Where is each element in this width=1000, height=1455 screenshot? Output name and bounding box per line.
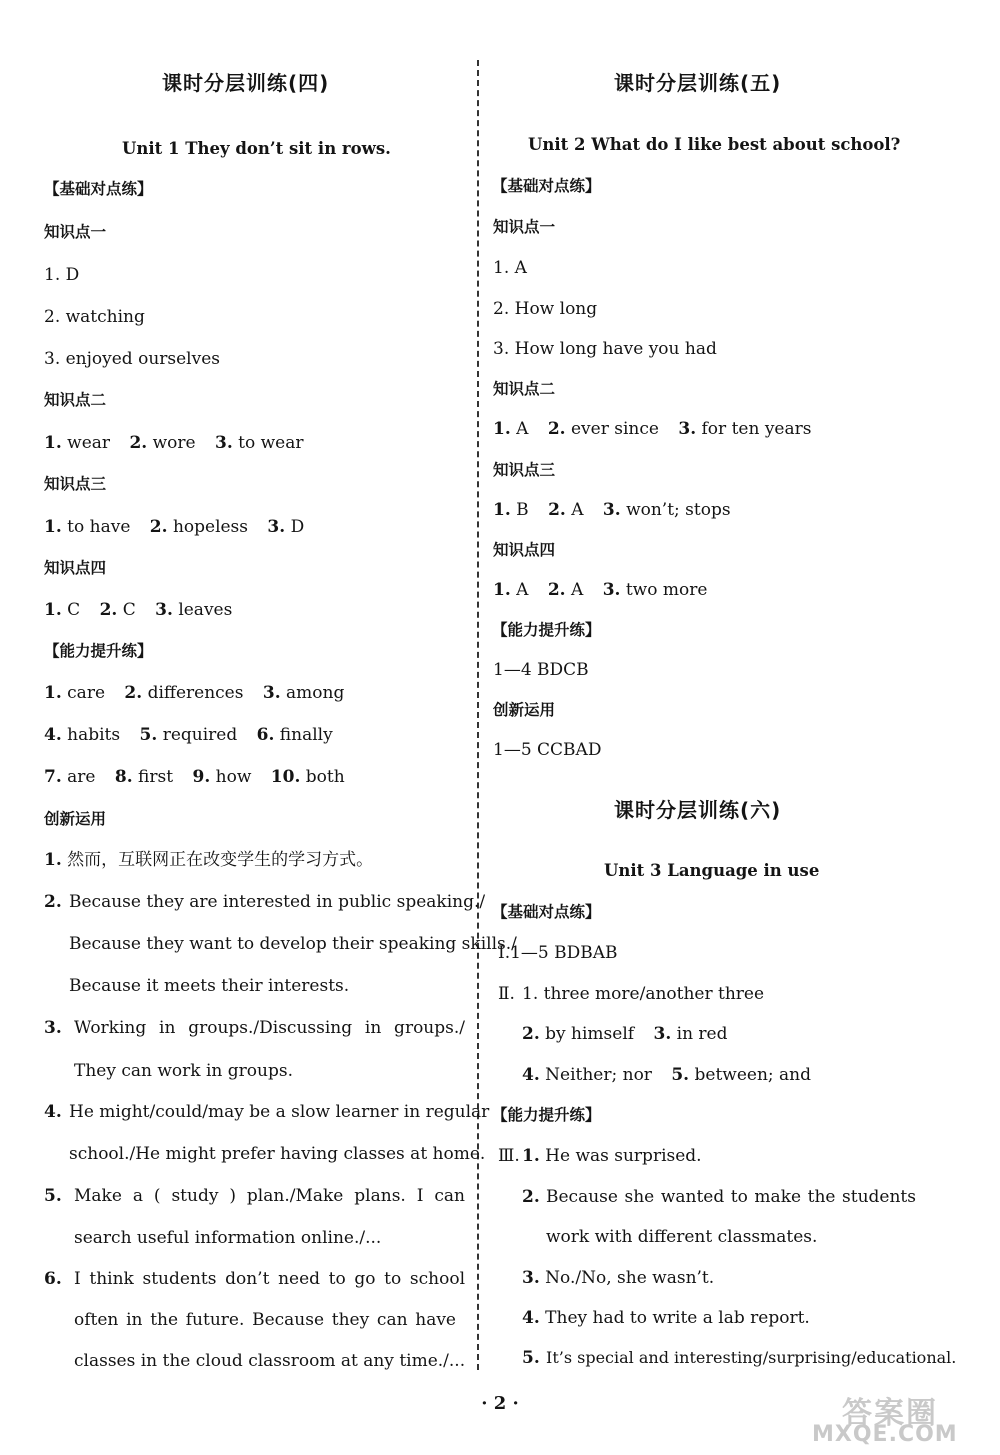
watermark-bottom-text: MXQE.COM — [812, 1422, 958, 1447]
part-1-answers: Ⅰ.1—5 BDBAB — [498, 943, 618, 963]
ability-answers-row-3: 7. are 8. first 9. how 10. both — [44, 767, 345, 787]
basic-practice-label-5: 【基础对点练】 — [492, 177, 601, 195]
kp1-answer-2-5: 2. How long — [493, 299, 598, 319]
innovation-answer-4-line-1: He might/could/may be a slow learner in regular — [69, 1102, 490, 1122]
part-3-answer-1: 1. He was surprised. — [522, 1146, 702, 1166]
part-3-answer-3: 3. No./No, she wasn’t. — [522, 1268, 715, 1288]
innovation-label-5: 创新运用 — [493, 701, 556, 719]
part-3-answer-4: 4. They had to write a lab report. — [522, 1308, 810, 1328]
knowledge-point-4-label: 知识点四 — [44, 559, 107, 577]
innovation-answer-3-line-2: They can work in groups. — [74, 1061, 293, 1081]
watermark-top-text: 答案圈 — [842, 1396, 938, 1431]
ability-answers-row-2: 4. habits 5. required 6. finally — [44, 725, 333, 745]
part-3-prefix: Ⅲ. — [498, 1146, 520, 1166]
innovation-answer-2-line-1: Because they are interested in public speaking./ — [69, 892, 486, 912]
innovation-answers-5: 1—5 CCBAD — [493, 740, 602, 760]
basic-practice-label: 【基础对点练】 — [44, 180, 153, 198]
knowledge-point-1-label: 知识点一 — [44, 223, 107, 241]
knowledge-point-2-label: 知识点二 — [44, 391, 107, 409]
kp2-answers-5: 1. A 2. ever since 3. for ten years — [493, 419, 812, 439]
part-2-line-2: 2. by himself 3. in red — [522, 1024, 728, 1044]
kp1-answer-2: 2. watching — [44, 307, 145, 327]
innovation-label: 创新运用 — [44, 810, 107, 828]
innovation-answer-2-line-2: Because they want to develop their speaking skills./ — [69, 934, 517, 954]
unit-heading-1: Unit 1 They don’t sit in rows. — [122, 139, 391, 158]
innovation-answer-1: 1. 然而，互联网正在改变学生的学习方式。 — [44, 850, 374, 870]
part-2-line-1: 1. three more/another three — [522, 984, 765, 1004]
lesson-title-4: 课时分层训练(四) — [162, 71, 330, 95]
innovation-answer-3: 3. — [44, 1018, 62, 1038]
innovation-answer-4: 4. — [44, 1102, 62, 1122]
innovation-answer-6-line-2: often in the future. Because they can have — [74, 1310, 456, 1330]
innovation-answer-6: 6. — [44, 1269, 62, 1289]
basic-practice-label-6: 【基础对点练】 — [492, 903, 601, 921]
innovation-answer-6-line-3: classes in the cloud classroom at any time./... — [74, 1351, 466, 1371]
knowledge-point-1-label-5: 知识点一 — [493, 218, 556, 236]
innovation-answer-2: 2. — [44, 892, 62, 912]
kp1-answer-3: 3. enjoyed ourselves — [44, 349, 221, 369]
unit-heading-3: Unit 3 Language in use — [604, 861, 820, 880]
kp2-answers: 1. wear 2. wore 3. to wear — [44, 433, 304, 453]
lesson-title-6: 课时分层训练(六) — [614, 798, 782, 822]
ability-practice-label-5: 【能力提升练】 — [492, 621, 601, 639]
watermark-logo — [812, 1388, 992, 1450]
lesson-title-5: 课时分层训练(五) — [614, 71, 782, 95]
ability-practice-label: 【能力提升练】 — [44, 642, 153, 660]
part-2-prefix: Ⅱ. — [498, 984, 515, 1004]
innovation-answer-5: 5. — [44, 1186, 62, 1206]
part-2-line-3: 4. Neither; nor 5. between; and — [522, 1065, 811, 1085]
ability-practice-label-6: 【能力提升练】 — [492, 1106, 601, 1124]
ability-answers-row-1: 1. care 2. differences 3. among — [44, 683, 345, 703]
part-3-answer-2-line-1: Because she wanted to make the students — [546, 1187, 916, 1207]
kp4-answers: 1. C 2. C 3. leaves — [44, 600, 233, 620]
kp3-answers: 1. to have 2. hopeless 3. D — [44, 517, 305, 537]
knowledge-point-3-label: 知识点三 — [44, 475, 107, 493]
innovation-answer-3-line-1: Working in groups./Discussing in groups./ — [74, 1018, 465, 1038]
innovation-answer-6-line-1: I think students don’t need to go to school — [74, 1269, 465, 1289]
innovation-answer-4-line-2: school./He might prefer having classes at home. — [69, 1144, 486, 1164]
kp1-answer-3-5: 3. How long have you had — [493, 339, 717, 359]
unit-heading-2: Unit 2 What do I like best about school? — [528, 135, 901, 154]
kp4-answers-5: 1. A 2. A 3. two more — [493, 580, 708, 600]
innovation-answer-5-line-2: search useful information online./... — [74, 1228, 382, 1248]
part-3-answer-2: 2. — [522, 1187, 540, 1207]
part-3-answer-5-line-1: It’s special and interesting/surprising/educational. — [546, 1348, 957, 1367]
knowledge-point-3-label-5: 知识点三 — [493, 461, 556, 479]
column-divider — [477, 60, 479, 1370]
kp1-answer-1-5: 1. A — [493, 258, 527, 278]
part-3-answer-2-line-2: work with different classmates. — [546, 1227, 818, 1247]
ability-answers-5: 1—4 BDCB — [493, 660, 589, 680]
knowledge-point-4-label-5: 知识点四 — [493, 541, 556, 559]
innovation-answer-5-line-1: Make a ( study ) plan./Make plans. I can — [74, 1186, 465, 1206]
kp1-answer-1: 1. D — [44, 265, 80, 285]
page-number: · 2 · — [481, 1393, 519, 1414]
part-3-answer-5: 5. — [522, 1348, 540, 1368]
kp3-answers-5: 1. B 2. A 3. won’t; stops — [493, 500, 731, 520]
knowledge-point-2-label-5: 知识点二 — [493, 380, 556, 398]
innovation-answer-2-line-3: Because it meets their interests. — [69, 976, 350, 996]
